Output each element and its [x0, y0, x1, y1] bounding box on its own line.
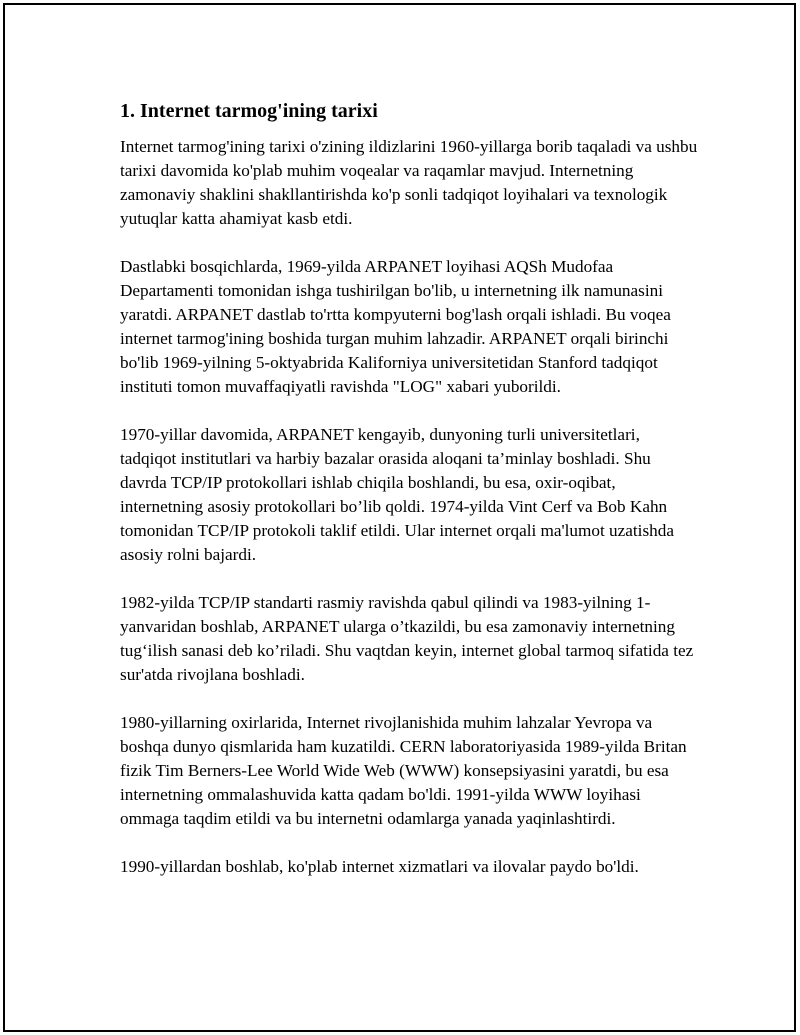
paragraph-1982: 1982-yilda TCP/IP standarti rasmiy ravishda qabul qilindi va 1983-yilning 1-yanvaridan boshlab, ARPANET ularga o’tkazildi, bu esa zamonaviy internetning tug‘ilish sanasi deb ko’riladi. Shu vaqtdan keyin, internet global tarmoq sifatida tez sur'atda rivojlana boshladi.: [120, 593, 694, 684]
paragraph-1990s: 1990-yillardan boshlab, ko'plab internet xizmatlari va ilovalar paydo bo'ldi.: [120, 857, 639, 876]
paragraph-1980s: 1980-yillarning oxirlarida, Internet rivojlanishida muhim lahzalar Yevropa va boshqa dunyo qismlarida ham kuzatildi. CERN laboratoriyasida 1989-yilda Britan fizik Tim Berners-Lee World Wide Web (WWW) konsepsiyasini yaratdi, bu esa internetning ommalashuvida katta qadam bo'ldi. 1991-yilda WWW loyihasi ommaga taqdim etildi va bu internetni odamlarga yanada yaqinlashtirdi.: [120, 713, 687, 828]
page-frame: [3, 3, 796, 1032]
paragraph-1970s: 1970-yillar davomida, ARPANET kengayib, dunyoning turli universitetlari, tadqiqot institutlari va harbiy bazalar orasida aloqani ta’minlay boshladi. Shu davrda TCP/IP protokollari ishlab chiqila boshlandi, bu esa, oxir-oqibat, internetning asosiy protokollari bo’lib qoldi. 1974-yilda Vint Cerf va Bob Kahn tomonidan TCP/IP protokoli taklif etildi. Ular internet orqali ma'lumot uzatishda asosiy rolni bajardi.: [120, 425, 674, 564]
section-heading: 1. Internet tarmog'ining tarixi: [120, 100, 378, 122]
document-body: [120, 97, 700, 903]
paragraph-arpanet: Dastlabki bosqichlarda, 1969-yilda ARPANET loyihasi AQSh Mudofaa Departamenti tomonidan ishga tushirilgan bo'lib, u internetning ilk namunasini yaratdi. ARPANET dastlab to'rtta kompyuterni bog'lash orqali ishladi. Bu voqea internet tarmog'ining boshida turgan muhim lahzadir. ARPANET orqali birinchi bo'lib 1969-yilning 5-oktyabrida Kaliforniya universitetidan Stanford tadqiqot instituti tomon muvaffaqiyatli ravishda "LOG" xabari yuborildi.: [120, 257, 671, 396]
paragraph-intro: Internet tarmog'ining tarixi o'zining ildizlarini 1960-yillarga borib taqaladi va ushbu tarixi davomida ko'plab muhim voqealar va raqamlar mavjud. Internetning zamonaviy shaklini shakllantirishda ko'p sonli tadqiqot loyihalari va texnologik yutuqlar katta ahamiyat kasb etdi.: [120, 137, 698, 228]
